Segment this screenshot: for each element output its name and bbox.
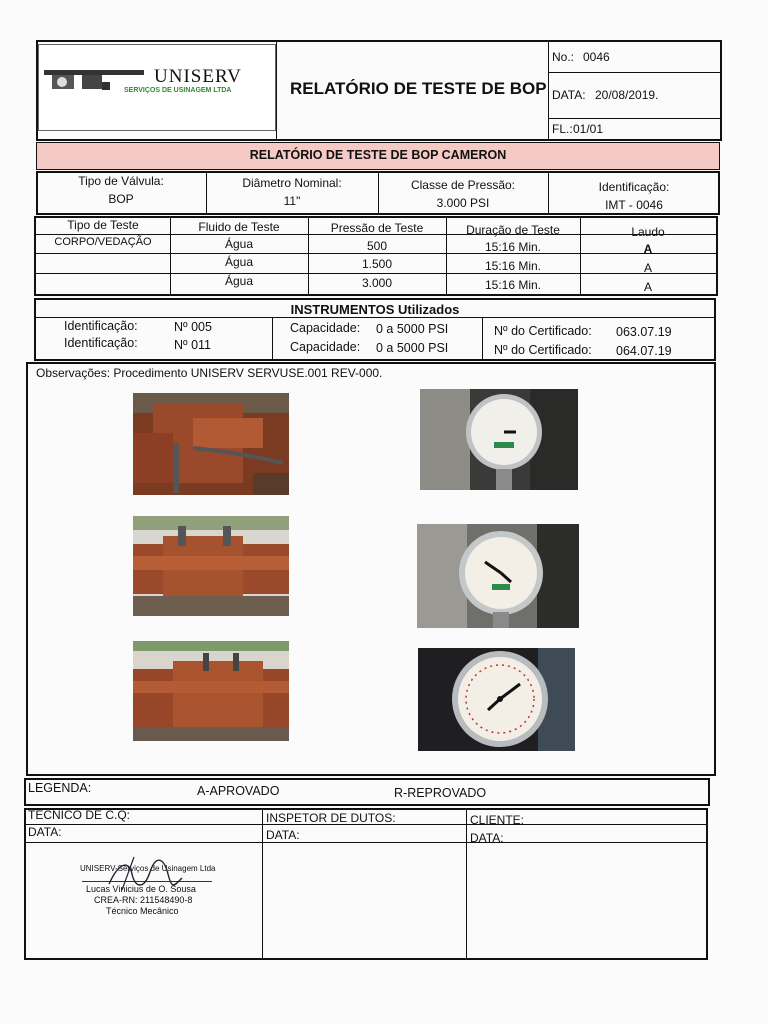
instruments-title: INSTRUMENTOS Utilizados [290, 302, 460, 317]
test-row-2-fluid: Água [224, 255, 254, 269]
date-label: DATA: [552, 88, 586, 102]
bop-photo-2 [133, 516, 289, 616]
inspector-label: INSPETOR DE DUTOS: [266, 811, 396, 825]
stamp-name: Lucas Vinicius de O. Sousa [86, 884, 196, 894]
instrument-2-capacity-label: Capacidade: [290, 340, 361, 354]
instrument-1-capacity-label: Capacidade: [290, 321, 361, 335]
banner-text: RELATÓRIO DE TESTE DE BOP CAMERON [249, 148, 507, 162]
gauge-photo-2 [417, 524, 579, 628]
instrument-2-id-label: Identificação: [64, 336, 138, 350]
date-value: 20/08/2019. [595, 88, 659, 102]
diameter-value: 11" [283, 194, 301, 208]
client-label: CLIENTE: [470, 813, 525, 827]
instrument-1-cert-label: Nº do Certificado: [494, 324, 592, 338]
test-row-1-duration: 15:16 Min. [484, 240, 542, 254]
sheet-value: 01/01 [573, 122, 604, 136]
test-header-type: Tipo de Teste [67, 218, 139, 232]
test-row-1-fluid: Água [224, 237, 254, 251]
observations-text: Observações: Procedimento UNISERV SERVUSE.001 REV-000. [36, 366, 383, 380]
test-row-3-fluid: Água [224, 274, 254, 288]
tech-date-label: DATA: [28, 825, 62, 839]
instrument-1-id: Nº 005 [174, 320, 212, 334]
instrument-1-cert: 063.07.19 [616, 325, 672, 339]
valve-type-value: BOP [108, 192, 134, 206]
tech-label: TÉCNICO DE C.Q: [28, 808, 131, 822]
gauge-photo-3 [418, 648, 575, 751]
legend-box [24, 778, 710, 806]
client-date-label: DATA: [470, 831, 504, 845]
test-row-2-duration: 15:16 Min. [484, 259, 542, 273]
test-row-2-pressure: 1.500 [361, 257, 393, 271]
test-header-duration: Duração de Teste [466, 223, 560, 237]
company-name: UNISERV [154, 66, 242, 87]
instrument-2-cert: 064.07.19 [616, 344, 672, 358]
test-header-result: Laudo [631, 225, 665, 239]
handwritten-signature [104, 852, 184, 894]
legend-rejected: R-REPROVADO [394, 786, 487, 800]
observations-box [26, 362, 716, 776]
company-subtitle: SERVIÇOS DE USINAGEM LTDA [124, 87, 232, 94]
bop-photo-1 [133, 393, 289, 495]
test-header-fluid: Fluido de Teste [198, 220, 280, 234]
instrument-1-capacity: 0 a 5000 PSI [376, 322, 449, 336]
test-row-1-pressure: 500 [366, 239, 388, 253]
instrument-2-cert-label: Nº do Certificado: [494, 343, 592, 357]
test-header-pressure: Pressão de Teste [330, 221, 424, 235]
instrument-2-capacity: 0 a 5000 PSI [376, 341, 449, 355]
stamp-company: UNISERV-Serviços de Usinagem Ltda [80, 864, 216, 873]
bop-photo-3 [133, 641, 289, 741]
inspector-date-label: DATA: [266, 828, 300, 842]
instrument-2-id: Nº 011 [174, 338, 211, 352]
test-row-3-result: A [643, 280, 652, 294]
identification-label: Identificação: [598, 180, 670, 194]
sheet-label: FL.: [552, 122, 573, 136]
number-value: 0046 [583, 50, 610, 64]
test-row-1-result: A [643, 242, 653, 256]
pressure-class-label: Classe de Pressão: [410, 178, 516, 192]
diameter-label: Diâmetro Nominal: [242, 176, 342, 190]
test-row-3-duration: 15:16 Min. [484, 278, 542, 292]
gauge-photo-1 [420, 389, 578, 490]
test-row-2-result: A [643, 261, 652, 275]
number-label: No.: [552, 50, 575, 64]
test-row-1-type: CORPO/VEDAÇÃO [54, 236, 152, 248]
instrument-1-id-label: Identificação: [64, 319, 138, 333]
stamp-crea: CREA-RN: 211548490-8 [94, 895, 193, 905]
report-title: RELATÓRIO DE TESTE DE BOP [290, 79, 547, 98]
test-row-3-pressure: 3.000 [361, 276, 393, 290]
valve-type-label: Tipo de Válvula: [78, 174, 164, 188]
stamp-role: Técnico Mecânico [106, 906, 179, 916]
pressure-class-value: 3.000 PSI [436, 196, 490, 210]
legend-label: LEGENDA: [28, 781, 92, 795]
identification-value: IMT - 0046 [605, 198, 663, 212]
legend-approved: A-APROVADO [197, 784, 280, 798]
